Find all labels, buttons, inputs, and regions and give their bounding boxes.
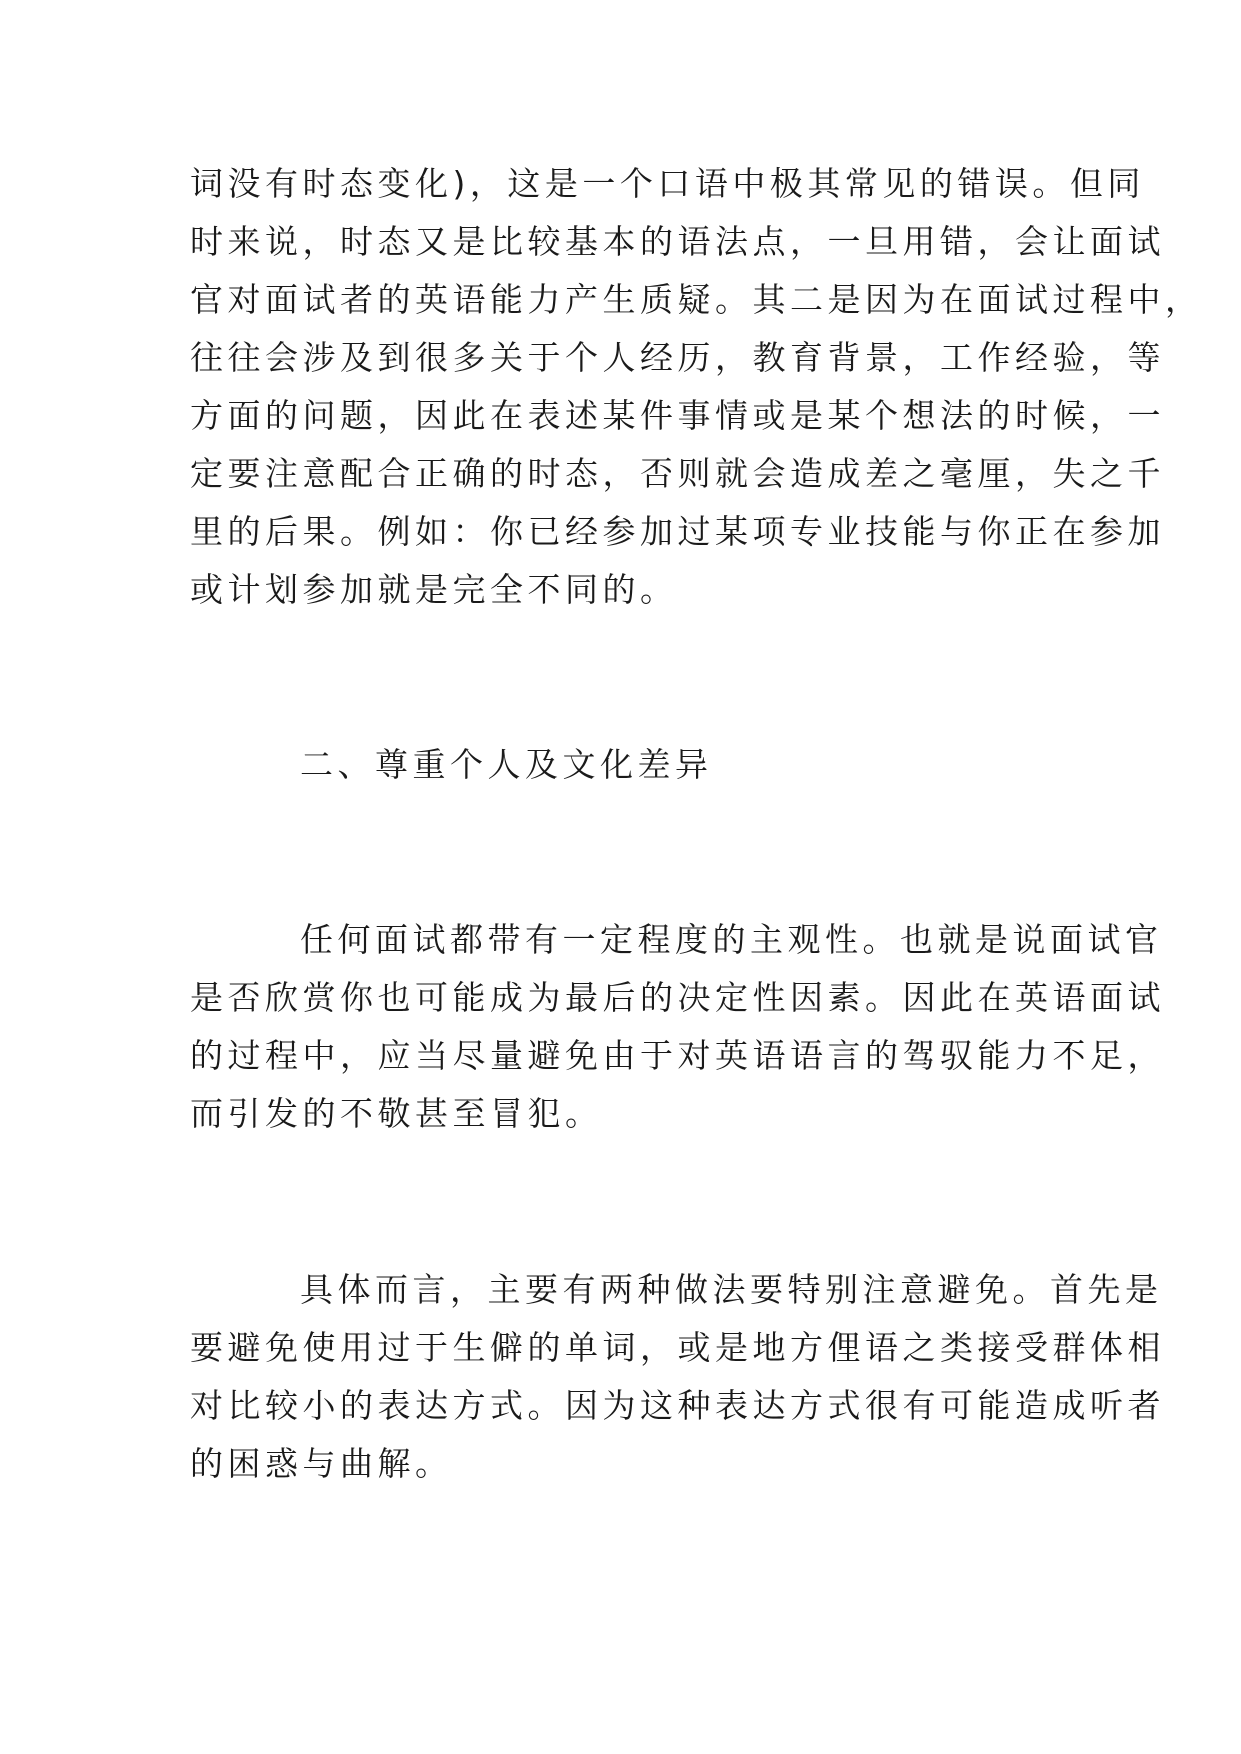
paragraph-3-line-1: 具体而言，主要有两种做法要特别注意避免。首先是	[300, 1270, 1163, 1309]
paragraph-3-line-4: 的困惑与曲解。	[190, 1444, 453, 1483]
paragraph-1-line-6: 定要注意配合正确的时态，否则就会造成差之毫厘，失之千	[190, 454, 1165, 493]
paragraph-1-line-4: 往往会涉及到很多关于个人经历，教育背景，工作经验，等	[190, 338, 1165, 377]
paragraph-1-line-3: 官对面试者的英语能力产生质疑。其二是因为在面试过程中，	[190, 280, 1203, 319]
paragraph-1-line-8: 或计划参加就是完全不同的。	[190, 570, 678, 609]
section-heading: 二、尊重个人及文化差异	[300, 745, 713, 784]
paragraph-2-line-2: 是否欣赏你也可能成为最后的决定性因素。因此在英语面试	[190, 978, 1165, 1017]
paragraph-2-line-3: 的过程中，应当尽量避免由于对英语语言的驾驭能力不足，	[190, 1036, 1165, 1075]
paragraph-1-line-7: 里的后果。例如：你已经参加过某项专业技能与你正在参加	[190, 512, 1165, 551]
paragraph-3-line-3: 对比较小的表达方式。因为这种表达方式很有可能造成听者	[190, 1386, 1165, 1425]
paragraph-2-line-4: 而引发的不敬甚至冒犯。	[190, 1094, 603, 1133]
paragraph-1-line-5: 方面的问题，因此在表述某件事情或是某个想法的时候，一	[190, 396, 1165, 435]
paragraph-1-line-1: 词没有时态变化)，这是一个口语中极其常见的错误。但同	[190, 164, 1145, 203]
paragraph-2-line-1: 任何面试都带有一定程度的主观性。也就是说面试官	[300, 920, 1163, 959]
paragraph-3-line-2: 要避免使用过于生僻的单词，或是地方俚语之类接受群体相	[190, 1328, 1165, 1367]
paragraph-1-line-2: 时来说，时态又是比较基本的语法点，一旦用错，会让面试	[190, 222, 1165, 261]
